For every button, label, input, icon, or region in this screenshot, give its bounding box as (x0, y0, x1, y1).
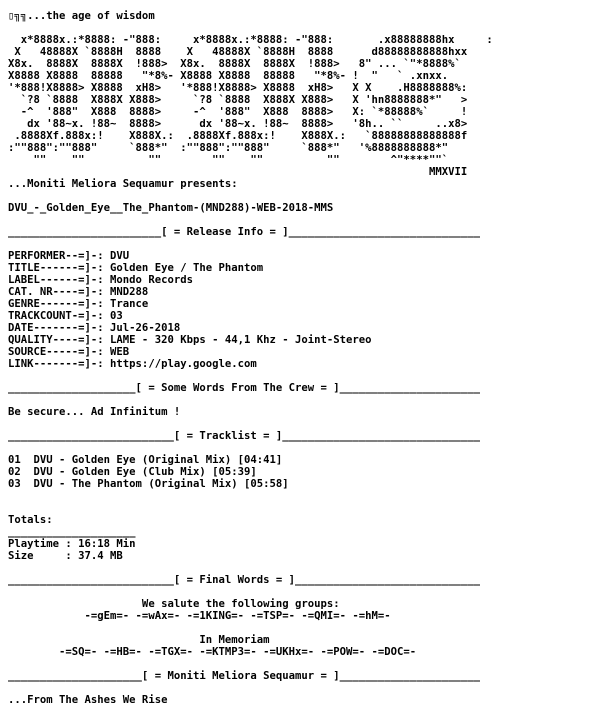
nfo-line (8, 214, 493, 226)
nfo-line (8, 190, 493, 202)
nfo-line: -=SQ=- -=HB=- -=TGX=- -=KTMP3=- -=UKHx=- -=POW=- -=DOC=- (8, 646, 417, 658)
nfo-line: DVU_-_Golden_Eye__The_Phantom-(MND288)-WEB-2018-MMS (8, 202, 334, 214)
nfo-line: CAT. NR----=]-: MND288 (8, 286, 149, 298)
nfo-line: _____________________[ = Moniti Meliora Sequamur = ]______________________ (8, 670, 480, 682)
nfo-line (8, 238, 493, 250)
nfo-line: QUALITY----=]-: LAME - 320 Kbps - 44,1 Khz - Joint-Stereo (8, 334, 372, 346)
nfo-line: ...Moniti Meliora Sequamur presents: (8, 178, 238, 190)
nfo-line: x*8888x.:*8888: -"888: x*8888x.:*8888: -"888: .x88888888hx : (8, 34, 493, 46)
nfo-line (8, 418, 493, 430)
nfo-line: "" "" "" "" "" "" ^"****""` (8, 154, 449, 166)
nfo-line (8, 370, 493, 382)
nfo-line (8, 682, 493, 694)
nfo-line (8, 586, 493, 598)
nfo-line: -=gEm=- -=wAx=- -=1KING=- -=TSP=- -=QMI=- -=hM=- (8, 610, 391, 622)
nfo-line (8, 502, 493, 514)
nfo-line: We salute the following groups: (8, 598, 340, 610)
nfo-line: LINK-------=]-: https://play.google.com (8, 358, 257, 370)
nfo-line: '*888!X8888> X8888 xH8> '*888!X8888> X8888 xH8> X X .H8888888%: (8, 82, 468, 94)
nfo-line (8, 562, 493, 574)
nfo-line (8, 442, 493, 454)
nfo-line: PERFORMER--=]-: DVU (8, 250, 130, 262)
nfo-line: ____________________[ = Some Words From The Crew = ]______________________ (8, 382, 480, 394)
nfo-line: 03 DVU - The Phantom (Original Mix) [05:58] (8, 478, 289, 490)
nfo-line: SOURCE-----=]-: WEB (8, 346, 130, 358)
nfo-line: ...From The Ashes We Rise (8, 694, 168, 706)
nfo-line: TRACKCOUNT-=]-: 03 (8, 310, 123, 322)
nfo-line: ________________________[ = Release Info = ]______________________________ (8, 226, 480, 238)
nfo-text-document (8, 10, 493, 706)
nfo-line: Totals: (8, 514, 53, 526)
nfo-line: X8888 X8888 88888 "*8%- X8888 X8888 88888 "*8%- ! " ` .xnxx. (8, 70, 449, 82)
nfo-line: `?8 `8888 X888X X888> `?8 `8888 X888X X888> X 'hn8888888*" > (8, 94, 468, 106)
nfo-line: Be secure... Ad Infinitum ! (8, 406, 181, 418)
nfo-line: __________________________[ = Tracklist = ]_______________________________ (8, 430, 480, 442)
nfo-line: X8x. 8888X 8888X !888> X8x. 8888X 8888X !888> 8" ... `"*8888%` (8, 58, 461, 70)
nfo-line: TITLE------=]-: Golden Eye / The Phantom (8, 262, 264, 274)
nfo-line: In Memoriam (8, 634, 270, 646)
nfo-line: DATE-------=]-: Jul-26-2018 (8, 322, 181, 334)
nfo-line (8, 22, 493, 34)
nfo-line (8, 658, 493, 670)
nfo-line (8, 394, 493, 406)
nfo-line (8, 622, 493, 634)
nfo-line: ____________________ (8, 526, 136, 538)
nfo-line: __________________________[ = Final Words = ]_____________________________ (8, 574, 480, 586)
nfo-line: X 48888X `8888H 8888 X 48888X `8888H 8888 d88888888888hxx (8, 46, 468, 58)
nfo-line: 02 DVU - Golden Eye (Club Mix) [05:39] (8, 466, 257, 478)
nfo-line: dx '88~x. !88~ 8888> dx '88~x. !88~ 8888> '8h.. `` ..x8> (8, 118, 468, 130)
nfo-line: LABEL------=]-: Mondo Records (8, 274, 193, 286)
nfo-line: 01 DVU - Golden Eye (Original Mix) [04:41] (8, 454, 283, 466)
nfo-line: .8888Xf.888x:! X888X.: .8888Xf.888x:! X888X.: `88888888888888f (8, 130, 468, 142)
nfo-line (8, 490, 493, 502)
nfo-line: -^ '888" X888 8888> -^ '888" X888 8888> X: `*88888%` ! (8, 106, 468, 118)
nfo-line: :""888":""888" `888*" :""888":""888" `888*" '%8888888888*" (8, 142, 449, 154)
nfo-line: ▯╗╗...the age of wisdom (8, 10, 155, 22)
nfo-line: GENRE------=]-: Trance (8, 298, 149, 310)
nfo-line: MMXVII (8, 166, 468, 178)
nfo-line: Size : 37.4 MB (8, 550, 123, 562)
nfo-line: Playtime : 16:18 Min (8, 538, 136, 550)
